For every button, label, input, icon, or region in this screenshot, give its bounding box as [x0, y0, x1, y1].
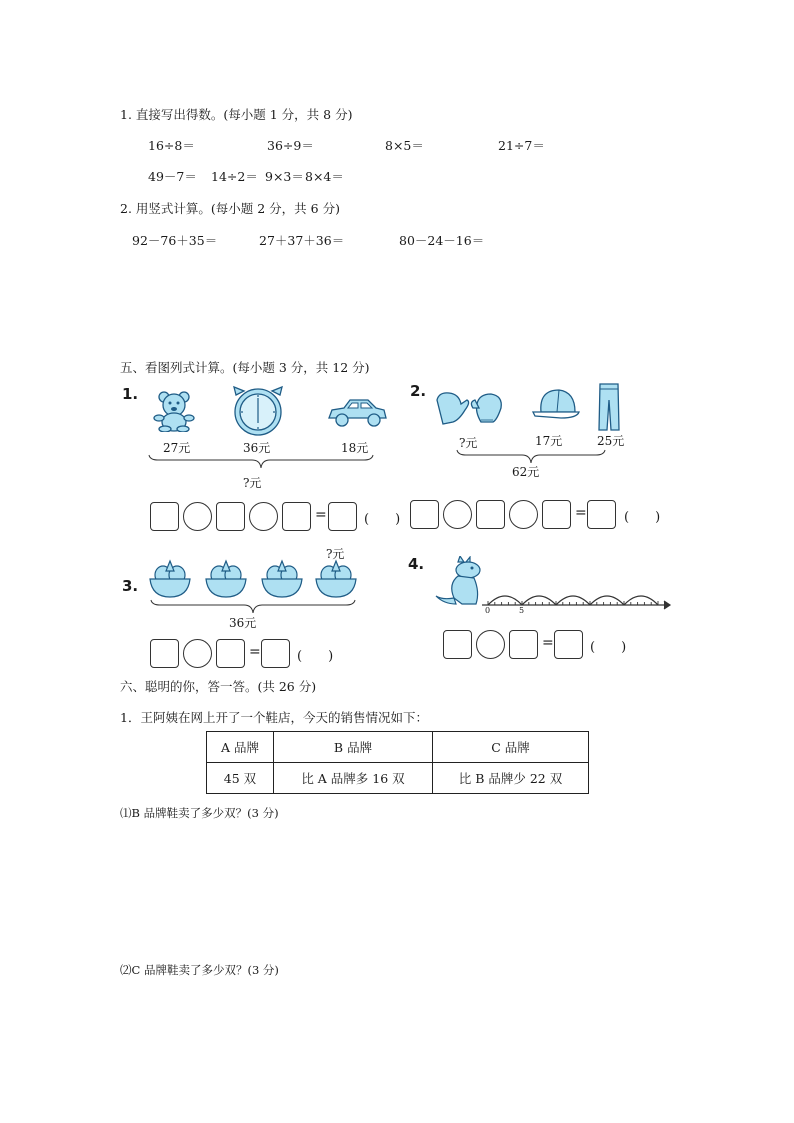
table-header-cell: B 品牌: [274, 732, 433, 763]
answer-box[interactable]: [216, 502, 245, 531]
total-brace: [148, 454, 374, 470]
price-label: 17元: [535, 434, 563, 448]
price-label: 27元: [163, 441, 191, 455]
fruit-bowl-icon: [260, 557, 304, 601]
operator-circle[interactable]: [509, 500, 538, 529]
answer-box[interactable]: [410, 500, 439, 529]
result-box[interactable]: [587, 500, 616, 529]
tick-label: 5: [519, 606, 525, 615]
sales-table: [206, 731, 589, 794]
problem-3-number: 3.: [122, 577, 139, 595]
price-label: 18元: [341, 441, 369, 455]
q1-item: 21÷7＝: [498, 138, 545, 153]
operator-circle[interactable]: [443, 500, 472, 529]
fruit-bowl-icon: [148, 557, 192, 601]
q1-item: 9×3＝: [265, 169, 304, 184]
table-header-cell: A 品牌: [207, 732, 274, 763]
q1-item: 8×4＝: [305, 169, 344, 184]
teddy-bear-icon: [150, 390, 200, 432]
equals-sign: =: [315, 507, 327, 523]
problem-1-number: 1.: [122, 385, 139, 403]
toy-car-icon: [326, 396, 388, 430]
operator-circle[interactable]: [183, 639, 212, 668]
total-brace: [150, 599, 356, 615]
table-header-cell: C 品牌: [433, 732, 589, 763]
unit-parentheses[interactable]: ( ): [590, 640, 627, 655]
operator-circle[interactable]: [249, 502, 278, 531]
unit-parentheses[interactable]: ( ): [364, 512, 401, 527]
section6-title: 六、聪明的你，答一答。(共 26 分): [120, 679, 317, 694]
q1-item: 8×5＝: [385, 138, 424, 153]
table-cell: 45 双: [207, 763, 274, 794]
q6-1-title: 1．王阿姨在网上开了一个鞋店，今天的销售情况如下：: [120, 710, 428, 725]
q1-item: 14÷2＝: [211, 169, 258, 184]
answer-box[interactable]: [476, 500, 505, 529]
problem-4-number: 4.: [408, 555, 425, 573]
fruit-bowl-icon: [204, 557, 248, 601]
sub-question-2: ⑵C 品牌鞋卖了多少双？(3 分): [120, 963, 279, 977]
table-cell: 比 A 品牌多 16 双: [274, 763, 433, 794]
total-label: ?元: [243, 476, 262, 490]
total-label: 62元: [512, 465, 540, 479]
answer-box[interactable]: [443, 630, 472, 659]
table-row: [207, 763, 589, 794]
result-box[interactable]: [328, 502, 357, 531]
q2-item: 27＋37＋36＝: [259, 233, 345, 248]
answer-box[interactable]: [150, 502, 179, 531]
answer-box[interactable]: [509, 630, 538, 659]
section5-title: 五、看图列式计算。(每小题 3 分，共 12 分): [120, 360, 370, 375]
sub-question-1: ⑴B 品牌鞋卖了多少双？(3 分): [120, 806, 279, 820]
cap-icon: [531, 386, 581, 422]
result-box[interactable]: [554, 630, 583, 659]
answer-box[interactable]: [542, 500, 571, 529]
price-label: 36元: [243, 441, 271, 455]
price-label: ?元: [459, 436, 478, 450]
answer-box[interactable]: [282, 502, 311, 531]
equals-sign: =: [249, 644, 261, 660]
q2-item: 80－24－16＝: [399, 233, 485, 248]
number-line: [480, 585, 674, 615]
tick-label: 0: [485, 606, 491, 615]
q2-item: 92－76＋35＝: [132, 233, 218, 248]
answer-box[interactable]: [150, 639, 179, 668]
result-box[interactable]: [261, 639, 290, 668]
equals-sign: =: [575, 505, 587, 521]
q1-item: 16÷8＝: [148, 138, 195, 153]
equals-sign: =: [542, 635, 554, 651]
clock-icon: [230, 385, 286, 437]
q1-item: 36÷9＝: [267, 138, 314, 153]
fruit-bowl-icon: [314, 557, 358, 601]
table-row: [207, 732, 589, 763]
operator-circle[interactable]: [476, 630, 505, 659]
unit-parentheses[interactable]: ( ): [624, 510, 661, 525]
q1-title: 1. 直接写出得数。(每小题 1 分，共 8 分): [120, 107, 353, 122]
unit-parentheses[interactable]: ( ): [297, 649, 334, 664]
q1-item: 49－7＝: [148, 169, 197, 184]
operator-circle[interactable]: [183, 502, 212, 531]
unit-price-label: ?元: [326, 547, 345, 561]
mittens-icon: [435, 390, 507, 430]
total-label: 36元: [229, 616, 257, 630]
price-label: 25元: [597, 434, 625, 448]
pants-icon: [597, 382, 621, 432]
answer-box[interactable]: [216, 639, 245, 668]
q2-title: 2. 用竖式计算。(每小题 2 分，共 6 分): [120, 201, 340, 216]
problem-2-number: 2.: [410, 382, 427, 400]
table-cell: 比 B 品牌少 22 双: [433, 763, 589, 794]
